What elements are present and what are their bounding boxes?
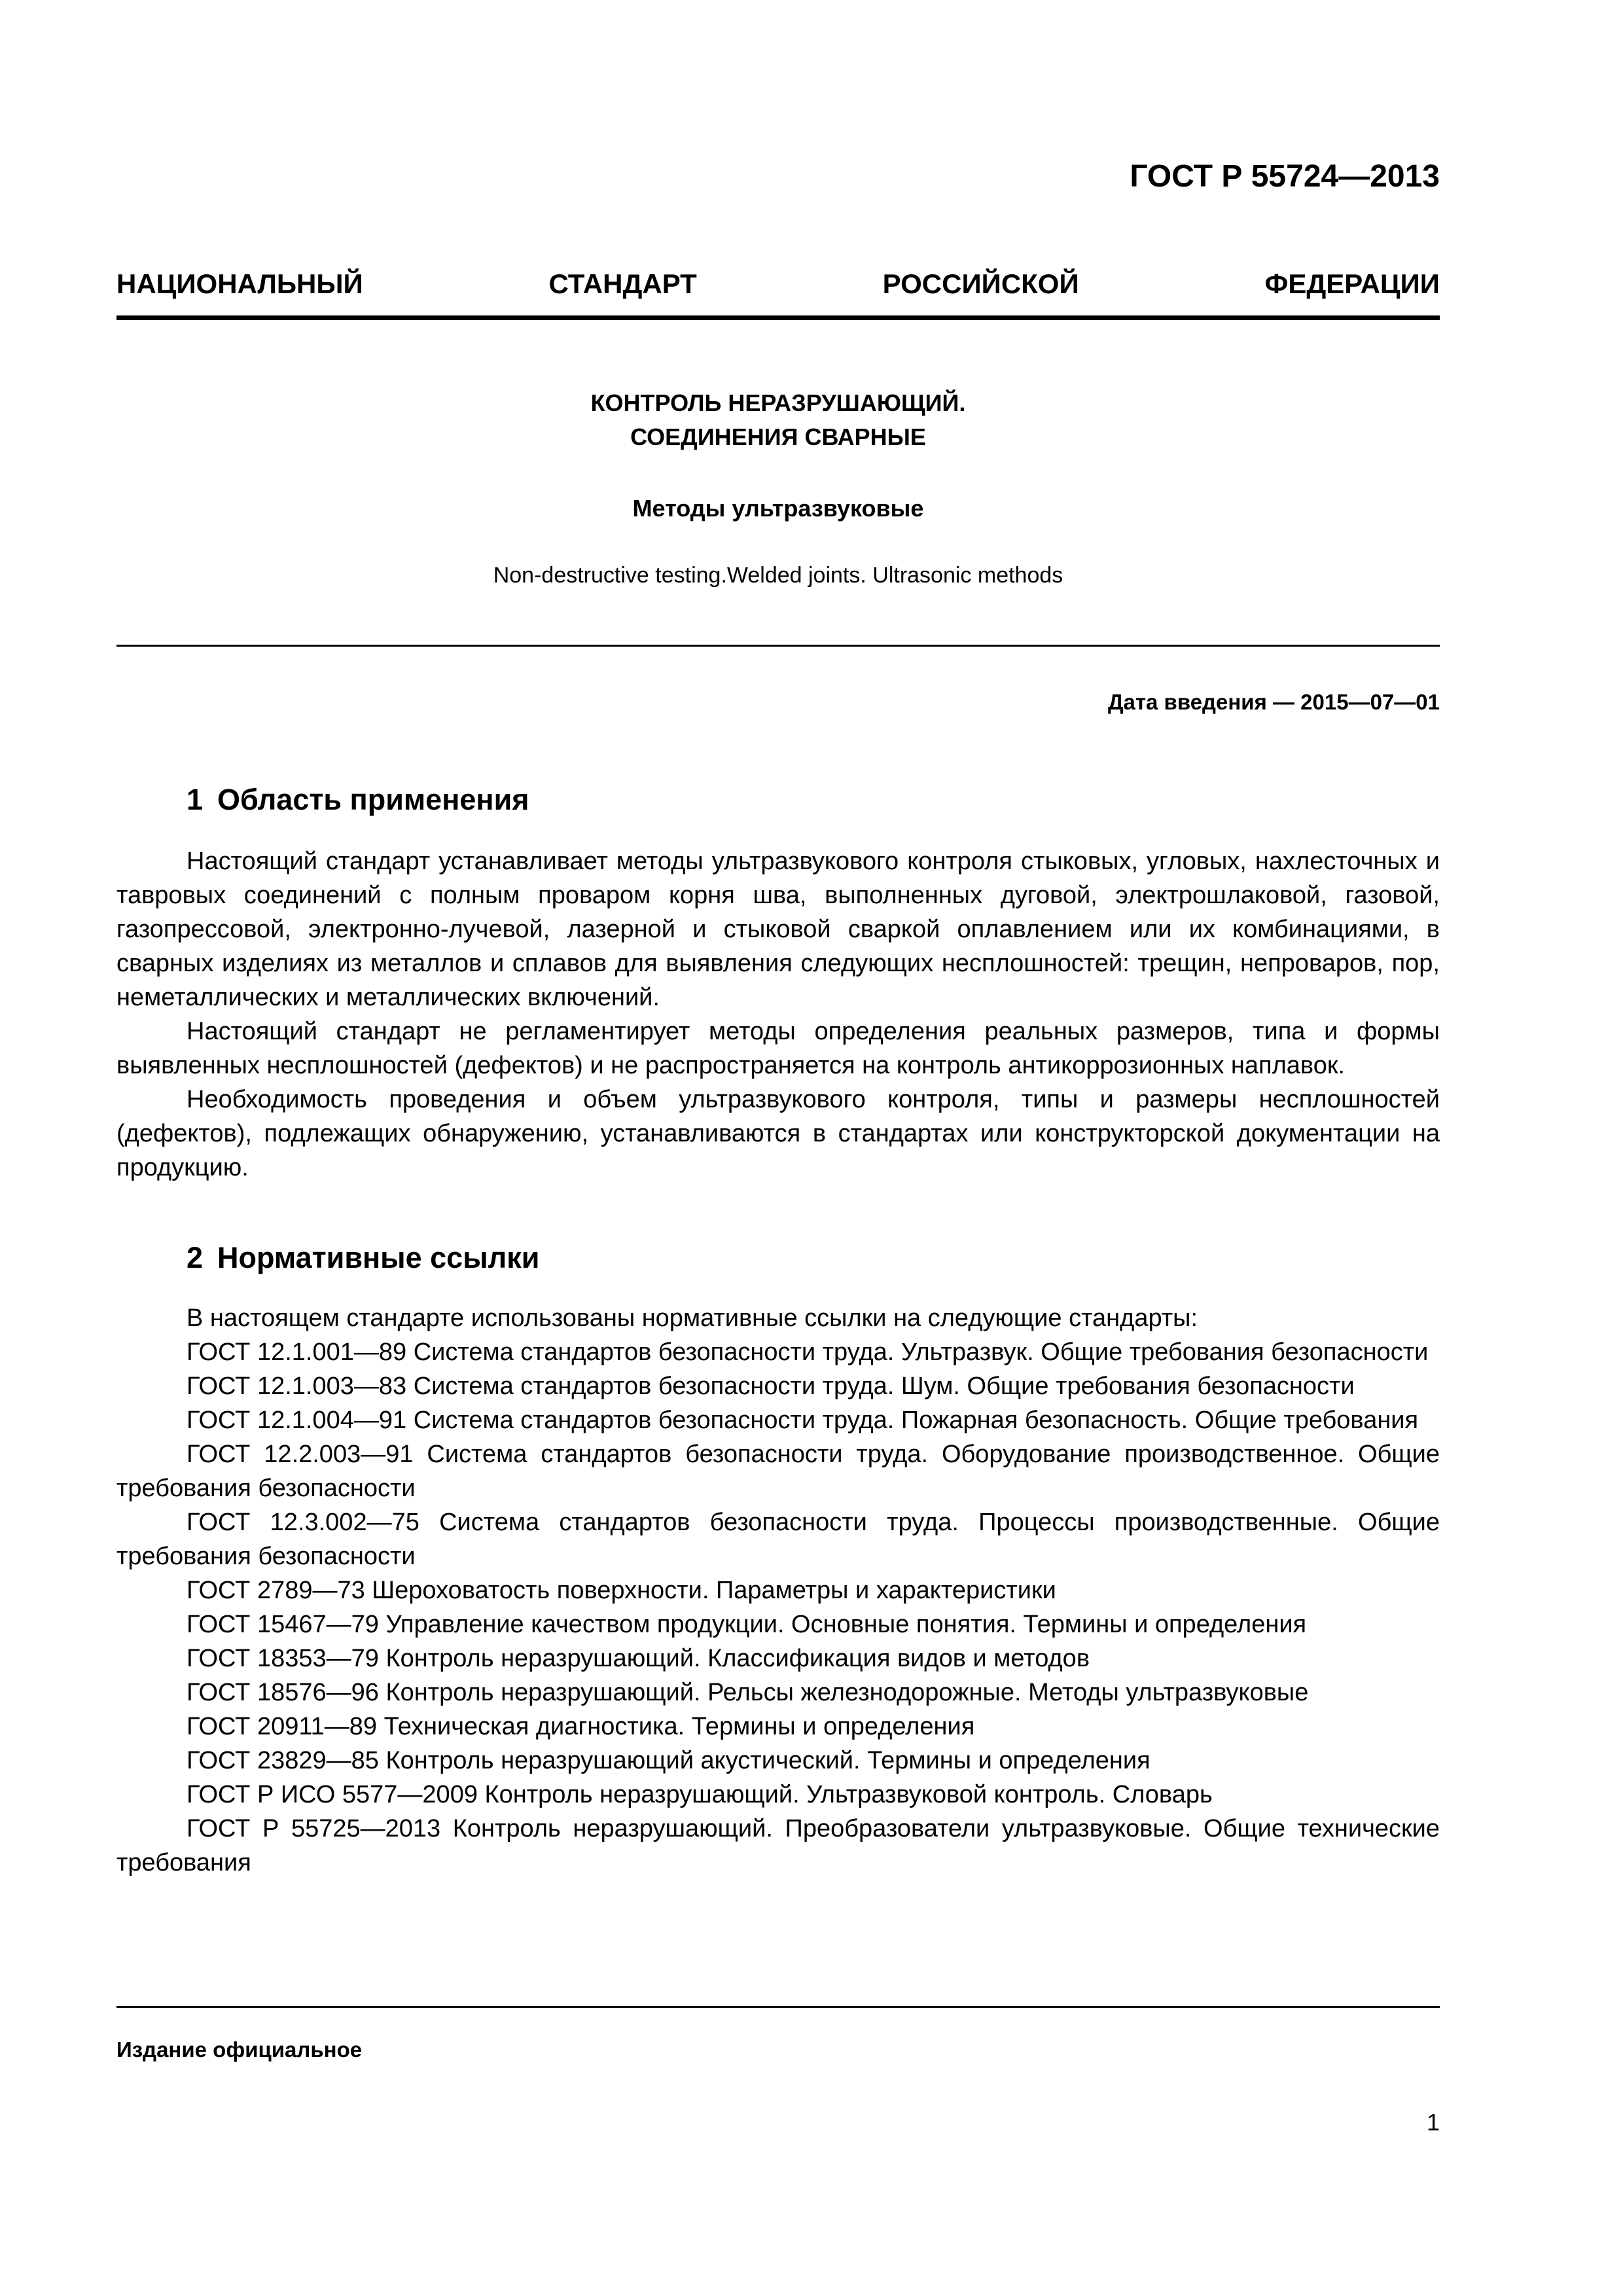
reference-item: ГОСТ 15467—79 Управление качеством продукции. Основные понятия. Термины и определения (187, 1611, 1307, 1638)
header-rule (116, 315, 1440, 320)
document-number: ГОСТ Р 55724—2013 (1130, 159, 1440, 194)
reference-item: ГОСТ 12.1.003—83 Система стандартов безопасности труда. Шум. Общие требования безопасности (187, 1372, 1355, 1400)
footer-rule (116, 2006, 1440, 2008)
reference-item: ГОСТ 12.2.003—91 Система стандартов безопасности труда. Оборудование производственное. Общие требования безопасности (116, 1441, 1440, 1502)
section-2-heading (187, 1241, 539, 1275)
national-title-word: РОССИЙСКОЙ (882, 268, 1079, 299)
reference-item: ГОСТ 18353—79 Контроль неразрушающий. Классификация видов и методов (187, 1645, 1090, 1672)
national-title-word: НАЦИОНАЛЬНЫЙ (116, 268, 363, 299)
title-line-1: КОНТРОЛЬ НЕРАЗРУШАЮЩИЙ. (590, 389, 966, 416)
section-title: Нормативные ссылки (217, 1241, 540, 1274)
section-1-body (116, 844, 1440, 1185)
paragraph: Настоящий стандарт не регламентирует методы определения реальных размеров, типа и формы выявленных несплошностей (дефектов) и не распространяется на контроль антикоррозионных наплавок. (116, 1018, 1440, 1079)
national-title-word: СТАНДАРТ (548, 268, 697, 299)
section-1-heading (187, 783, 529, 817)
reference-item: ГОСТ 20911—89 Техническая диагностика. Термины и определения (187, 1713, 975, 1740)
english-title: Non-destructive testing.Welded joints. Ultrasonic methods (493, 563, 1063, 588)
title-rule (116, 645, 1440, 647)
reference-item: ГОСТ 23829—85 Контроль неразрушающий акустический. Термины и определения (187, 1747, 1150, 1774)
reference-item: ГОСТ 12.3.002—75 Система стандартов безопасности труда. Процессы производственные. Общие требования безопасности (116, 1509, 1440, 1570)
official-edition-label: Издание официальное (116, 2037, 363, 2062)
introduction-date: Дата введения — 2015—07—01 (1108, 690, 1440, 714)
reference-item: ГОСТ 12.1.001—89 Система стандартов безопасности труда. Ультразвук. Общие требования безопасности (187, 1338, 1429, 1366)
section-number: 1 (187, 783, 204, 816)
reference-item: ГОСТ 2789—73 Шероховатость поверхности. Параметры и характеристики (187, 1577, 1056, 1604)
reference-item: ГОСТ Р ИСО 5577—2009 Контроль неразрушающий. Ультразвуковой контроль. Словарь (187, 1781, 1213, 1808)
reference-item: ГОСТ 12.1.004—91 Система стандартов безопасности труда. Пожарная безопасность. Общие требования (187, 1407, 1419, 1434)
document-subtitle: Методы ультразвуковые (632, 495, 924, 522)
title-line-2: СОЕДИНЕНИЯ СВАРНЫЕ (630, 423, 926, 450)
paragraph: В настоящем стандарте использованы нормативные ссылки на следующие стандарты: (187, 1304, 1198, 1332)
paragraph: Настоящий стандарт устанавливает методы ультразвукового контроля стыковых, угловых, нахлесточных и тавровых соединений с полным проваром корня шва, выполненных дуговой, электрошлаковой, газовой, газопрессовой, электронно-лучевой, лазерной и стыковой сваркой оплавлением или их комбинациями, в сварных изделиях из металлов и сплавов для выявления следующих несплошностей: трещин, непроваров, пор, неметаллических и металлических включений. (116, 848, 1440, 1011)
section-number: 2 (187, 1241, 204, 1274)
page-number: 1 (1426, 2109, 1440, 2136)
reference-item: ГОСТ 18576—96 Контроль неразрушающий. Рельсы железнодорожные. Методы ультразвуковые (187, 1679, 1309, 1706)
reference-item: ГОСТ Р 55725—2013 Контроль неразрушающий. Преобразователи ультразвуковые. Общие технические требования (116, 1815, 1440, 1876)
paragraph: Необходимость проведения и объем ультразвукового контроля, типы и размеры несплошностей (дефектов), подлежащих обнаружению, устанавливаются в стандартах или конструкторской документации на продукцию. (116, 1086, 1440, 1181)
section-title: Область применения (217, 783, 529, 816)
national-title-word: ФЕДЕРАЦИИ (1264, 268, 1440, 299)
section-2-body (116, 1301, 1440, 1880)
document-title (116, 386, 1440, 454)
national-standard-title (116, 268, 1440, 300)
